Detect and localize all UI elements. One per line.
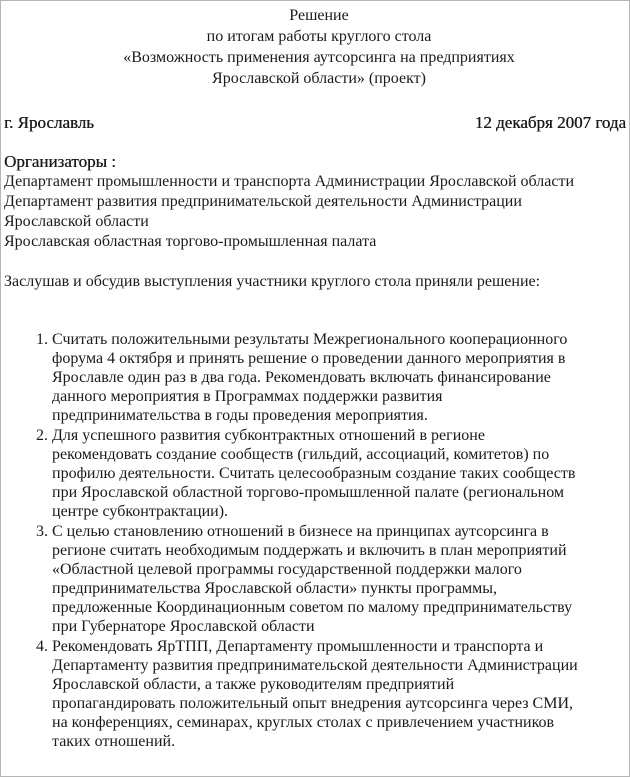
decision-line: форума 4 октября и принять решение о проведении данного мероприятия в: [52, 350, 566, 367]
decision-line: пропагандировать положительный опыт внедрения аутсорсинга через СМИ,: [52, 695, 574, 712]
decision-line: на конференциях, семинарах, круглых столах с привлечением участников: [52, 714, 555, 731]
place-date-row: [4, 113, 626, 133]
decision-line: при Губернаторе Ярославской области: [52, 618, 315, 635]
decision-item: [52, 426, 626, 521]
organizer-line: Ярославская областная торгово-промышленная палата: [4, 233, 377, 250]
decision-line: профилю деятельности. Считать целесообразным создание таких сообществ: [52, 465, 576, 482]
decision-line: центре субконтрактации).: [52, 503, 229, 520]
decision-item: [52, 637, 626, 751]
place: г. Ярославль: [4, 113, 94, 132]
decision-line: предпринимательства в годы проведения мероприятия.: [52, 407, 428, 424]
decision-list: [4, 330, 626, 751]
organizer-line: Департамент промышленности и транспорта Администрации Ярославской области: [4, 173, 575, 190]
decision-line: 4. Рекомендовать ЯрТПП, Департаменту промышленности и транспорта и: [52, 638, 544, 655]
decision-line: таких отношений.: [52, 733, 176, 750]
organizer-line: Ярославской области: [4, 213, 149, 230]
organizer-line: Департамент развития предпринимательской деятельности Администрации: [4, 193, 522, 210]
title-line: Ярославской области» (проект): [212, 70, 426, 87]
decision-line: Ярославской области, а также руководителям предприятий: [52, 676, 455, 693]
decision-line: рекомендовать создание сообществ (гильдий, ассоциаций, комитетов) по: [52, 446, 550, 463]
decision-item: [52, 330, 626, 425]
decision-line: предложенные Координационным советом по малому предпринимательству: [52, 599, 573, 616]
decision-line: регионе считать необходимым поддержать и включить в план мероприятий: [52, 542, 567, 559]
decision-line: при Ярославской областной торгово-промышленной палате (региональном: [52, 484, 565, 501]
document: [4, 5, 626, 752]
decision-line: данного мероприятия в Программах поддержки развития: [52, 388, 443, 405]
title-line: «Возможность применения аутсорсинга на предприятиях: [123, 49, 515, 66]
decision-line: Департаменту развития предпринимательской деятельности Администрации: [52, 657, 578, 674]
decision-line: 2. Для успешного развития субконтрактных отношений в регионе: [52, 427, 485, 444]
decision-line: предпринимательства Ярославской области» пункты программы,: [52, 580, 497, 597]
decision-item: [52, 522, 626, 636]
document-title: [59, 5, 579, 89]
decision-line: Ярославле один раз в два года. Рекомендовать включать финансирование: [52, 369, 551, 386]
decision-intro: Заслушав и обсудив выступления участники круглого стола приняли решение:: [4, 273, 541, 290]
organizers-heading: Организаторы :: [4, 152, 116, 171]
decision-line: 3. С целью становлению отношений в бизнесе на принципах аутсорсинга в: [52, 523, 549, 540]
organizers-section: [4, 152, 626, 252]
date: 12 декабря 2007 года: [474, 113, 626, 132]
decision-line: «Областной целевой программы государственной поддержки малого: [52, 561, 522, 578]
title-line: по итогам работы круглого стола: [206, 28, 432, 45]
title-line: Решение: [289, 7, 349, 24]
decision-line: 1. Считать положительными результаты Межрегионального кооперационного: [52, 331, 568, 348]
